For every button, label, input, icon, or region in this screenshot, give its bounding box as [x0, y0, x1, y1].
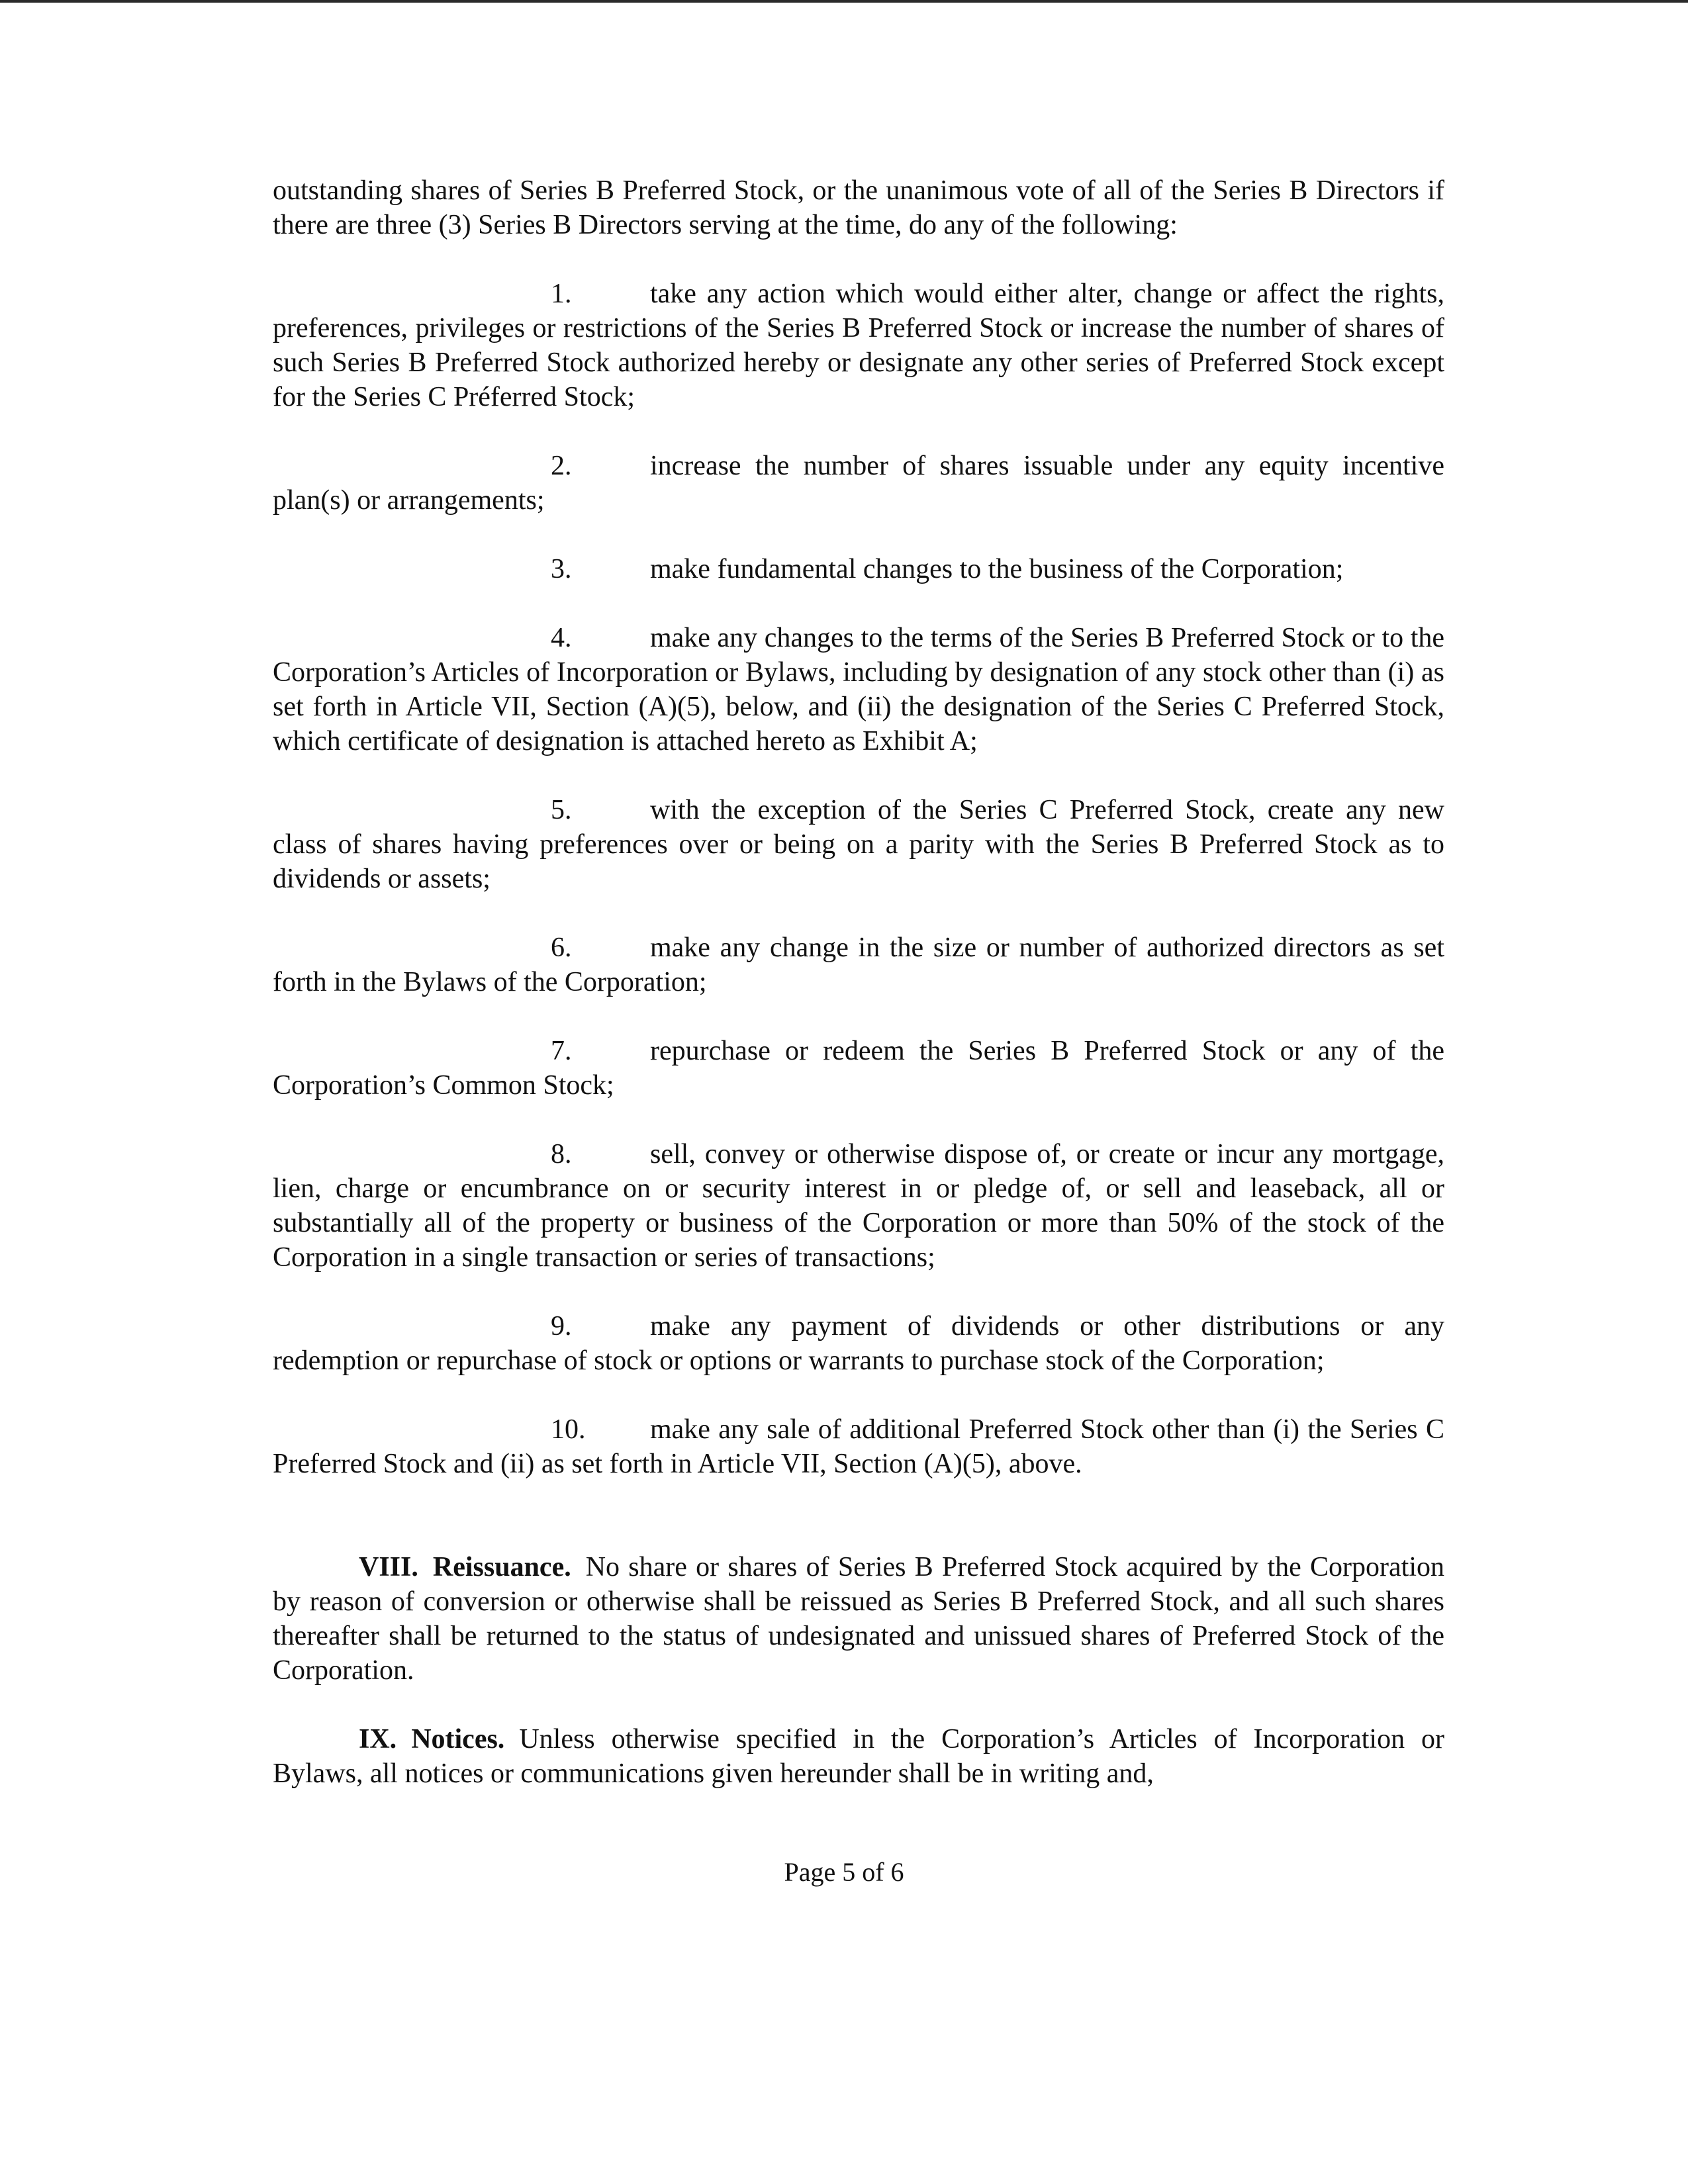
list-item-6: [273, 931, 1444, 999]
list-item-8: [273, 1137, 1444, 1275]
list-item-10: [273, 1412, 1444, 1481]
list-item-text: sell, convey or otherwise dispose of, or create or incur any mortgage, lien, charge or encumbrance on or security interest in or pledge of, or sell and leaseback, all or substantially all of the property or business of the Corporation or more than 50% of the stock of the Corporation in a single transaction or series of transactions;: [273, 1139, 1444, 1273]
list-item-number: 5.: [551, 795, 572, 825]
list-item-5: [273, 793, 1444, 896]
list-item-4: [273, 621, 1444, 758]
list-item-text: take any action which would either alter, change or affect the rights, preferences, privileges or restrictions of the Series B Preferred Stock or increase the number of shares of such Series B Preferred Stock authorized hereby or designate any other series of Preferred Stock except for the Series C Préferred Stock;: [273, 279, 1444, 412]
list-item-text: repurchase or redeem the Series B Preferred Stock or any of the Corporation’s Common Stock;: [273, 1036, 1444, 1101]
section-title: Reissuance.: [432, 1552, 571, 1582]
list-item-text: with the exception of the Series C Preferred Stock, create any new class of shares having preferences over or being on a parity with the Series B Preferred Stock as to dividends or assets;: [273, 795, 1444, 894]
section-notices: [273, 1722, 1444, 1791]
list-item-3: [273, 552, 1444, 586]
section-text: Unless otherwise specified in the Corporation’s Articles of Incorporation or Bylaws, all notices or communications given hereunder shall be in writing and,: [273, 1724, 1444, 1789]
list-item-number: 1.: [551, 279, 572, 309]
list-item-text: make any sale of additional Preferred Stock other than (i) the Series C Preferred Stock and (ii) as set forth in Article VII, Section (A)(5), above.: [273, 1414, 1444, 1479]
list-item-number: 4.: [551, 623, 572, 653]
list-item-text: make any change in the size or number of authorized directors as set forth in the Bylaws of the Corporation;: [273, 933, 1444, 997]
list-item-text: make any payment of dividends or other distributions or any redemption or repurchase of stock or options or warrants to purchase stock of the Corporation;: [273, 1311, 1444, 1376]
page-number-footer: Page 5 of 6: [784, 1857, 904, 1887]
list-item-number: 2.: [551, 451, 572, 481]
page-top-edge: [0, 0, 1688, 3]
section-number: VIII.: [359, 1552, 418, 1582]
list-item-number: 9.: [551, 1311, 572, 1342]
list-item-number: 6.: [551, 933, 572, 963]
list-item-7: [273, 1034, 1444, 1103]
list-item-text: make fundamental changes to the business of the Corporation;: [650, 554, 1344, 584]
list-item-1: [273, 277, 1444, 414]
list-item-number: 10.: [551, 1414, 586, 1445]
list-item-text: increase the number of shares issuable under any equity incentive plan(s) or arrangements;: [273, 451, 1444, 516]
list-item-text: make any changes to the terms of the Series B Preferred Stock or to the Corporation’s Articles of Incorporation or Bylaws, including by designation of any stock other than (i) as set forth in Article VII, Section (A)(5), below, and (ii) the designation of the Series C Preferred Stock, which certificate of designation is attached hereto as Exhibit A;: [273, 623, 1444, 756]
section-reissuance: [273, 1550, 1444, 1688]
intro-paragraph: outstanding shares of Series B Preferred Stock, or the unanimous vote of all of the Series B Directors if there are three (3) Series B Directors serving at the time, do any of the following:: [273, 175, 1444, 240]
section-number: IX.: [359, 1724, 397, 1754]
section-title: Notices.: [411, 1724, 505, 1754]
section-text: No share or shares of Series B Preferred Stock acquired by the Corporation by reason of conversion or otherwise shall be reissued as Series B Preferred Stock, and all such shares thereafter shall be returned to the status of undesignated and unissued shares of Preferred Stock of the Corporation.: [273, 1552, 1444, 1686]
list-item-number: 7.: [551, 1036, 572, 1066]
list-item-number: 3.: [551, 554, 572, 584]
document-body: [273, 173, 1444, 1825]
list-item-9: [273, 1309, 1444, 1378]
list-item-number: 8.: [551, 1139, 572, 1169]
list-item-2: [273, 449, 1444, 518]
